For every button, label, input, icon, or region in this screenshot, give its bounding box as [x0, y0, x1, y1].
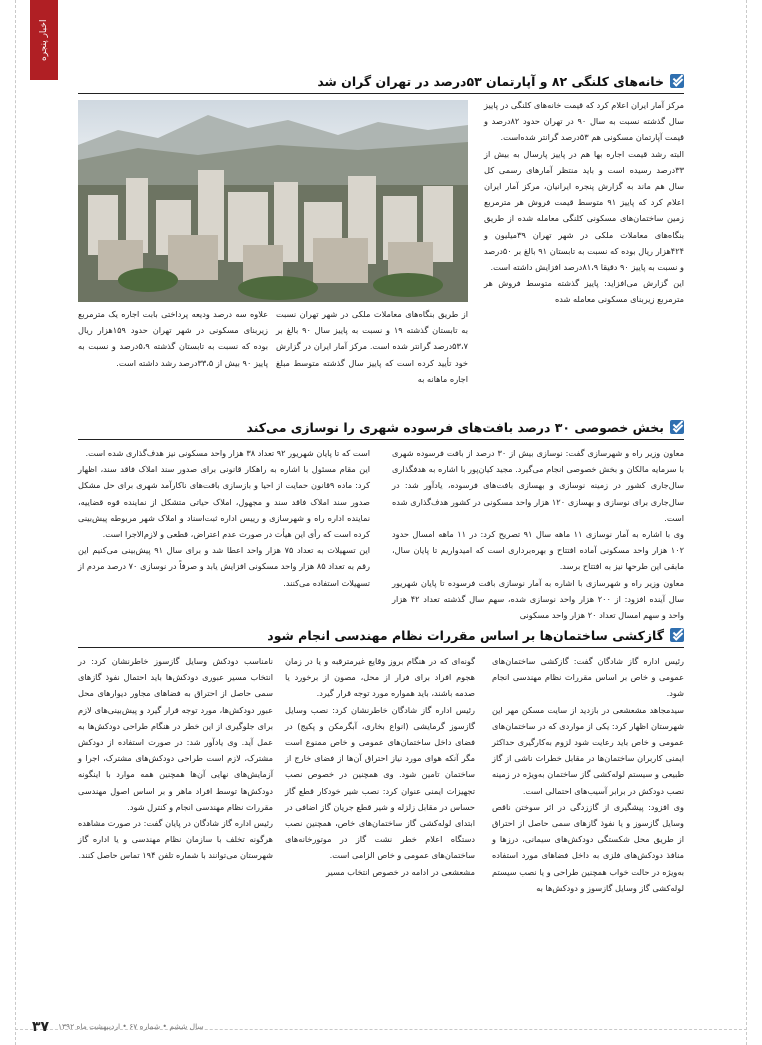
double-chevron-down-icon — [670, 74, 684, 88]
paragraph: گونه‌ای که در هنگام بروز وقایع غیرمترقبه و یا در زمان هجوم افراد برای فرار از محل، مصون از برخورد یا صدمه باشند، باید همواره مورد توجه قرار گیرد. — [285, 656, 475, 699]
paragraph: علاوه سه درصد ودیعه پرداختی بابت اجاره یک مترمربع زیربنای مسکونی در شهر تهران حدود ۱۵۹هزار ریال بوده که نسبت به تابستان گذشته ۵،۹درصد و نسبت به پاییز ۹۰ بیش از ۳۳،۵درصد رشد داشته است. — [78, 309, 269, 368]
paragraph: البته رشد قیمت اجاره بها هم در پاییز پارسال به بیش از ۳۳درصد رسیده است و باید منتظر آمارهای رسمی کل سال هم ماند به گزارش پنجره ایرانیان، مرکز آمار ایران اعلام کرد که پاییز ۹۱ متوسط قیمت فروش هر مترمربع زمین ساختمان‌های مسکونی کلنگی معامله شده از طریق بنگاه‌های معاملات ملکی در شهر تهران ۳۹میلیون و ۴۲۴هزار ریال بوده که نسبت به تابستان ۹۱ بالغ بر ۵۰درصد و نسبت به پاییز ۹۰ دقیقا ۸۱،۹درصد افزایش داشته است. — [484, 148, 684, 273]
paragraph: رئیس اداره گاز شادگان گفت: گازکشی ساختمان‌های عمومی و خاص بر اساس مقررات نظام مهندسی انجام شود. — [492, 656, 684, 699]
article-1-column-left — [78, 306, 268, 371]
article-1-column-middle — [276, 306, 468, 387]
paragraph: مرکز آمار ایران اعلام کرد که قیمت خانه‌های کلنگی در پاییز سال گذشته نسبت به سال ۹۰ در تهران حدود ۸۲درصد و قیمت آپارتمان مسکونی هم ۵۳درصد گرانتر شده‌است. — [484, 100, 684, 143]
double-chevron-down-icon — [670, 420, 684, 434]
page-border-right — [746, 0, 747, 1045]
article-2-rule — [78, 439, 684, 440]
paragraph: وی افزود: پیشگیری از گاززدگی در اثر سوختن ناقص وسایل گازسوز و یا نفوذ گازهای سمی حاصل از احتراق از طریق محل شکستگی دودکش‌های سیمانی، درزها و منافذ دودکش‌های فلزی به داخل فضاهای مورد استفاده به‌ویژه در حالت خواب همچنین طراحی و یا نصب سیستم لوله‌کشی گاز وسایل گازسوز و دودکش‌ها به — [492, 801, 684, 893]
article-3-heading — [267, 624, 684, 646]
page-number: ۳۷ — [32, 1019, 50, 1035]
article-2-column-left — [78, 445, 370, 591]
article-2-column-right — [392, 445, 684, 623]
paragraph: این تسهیلات به تعداد ۷۵ هزار واحد اعطا شد و برای سال ۹۱ پیش‌بینی می‌کنیم این رقم به تعداد ۸۵ هزار واحد مسکونی افزایش یابد و صرفاً در نوسازی ۷۰ درصد مردم از تسهیلات استفاده می‌کنند. — [78, 545, 370, 588]
paragraph: این مقام مسئول با اشاره به راهکار قانونی برای صدور سند املاک فاقد سند، اظهار کرد: ماده ۹قانون حمایت از احیا و بازسازی بافت‌های ناکارآمد شهری برای حل مشکل صدور سند املاک فاقد سند و مجهول، املاک حیاتی متشکل از نماینده قوه قضاییه، نماینده اداره راه و شهرسازی و رییس اداره ثبت‌اسناد و املاک شهر مربوطه پیش‌بینی کرده است که رأی این هیأت در صورت عدم اعتراض، قطعی و لازم‌الاجرا است. — [78, 464, 370, 540]
paragraph: وی با اشاره به آمار نوسازی ۱۱ ماهه سال ۹۱ تصریح کرد: در ۱۱ ماهه امسال حدود ۱۰۲ هزار واحد مسکونی آماده افتتاح و بهره‌برداری است که امیدواریم تا پایان سال، مابقی این طرحها نیز به افتتاح برسد. — [392, 529, 684, 572]
paragraph: نامناسب دودکش وسایل گازسوز خاطرنشان کرد: در انتخاب مسیر عبوری دودکش‌ها باید احتمال نفوذ گازهای سمی حاصل از احتراق به فضاهای مجاور دیوارهای محل عبور دودکش‌ها، مورد توجه قرار گیرد و پیش‌بینی‌های لازم برای جلوگیری از این خطر در هنگام طراحی دودکش‌ها به عمل آید. وی یادآور شد: در صورت استفاده از دودکش مشترک، لازم است طراحی دودکش‌های مشترک، اجرا و آزمایش‌های نهایی آن‌ها همچنین همه موارد با اینگونه دودکش‌ها توسط افراد ماهر و بر اساس اصول مهندسی مقررات نظام مهندسی انجام و کنترل شود. — [78, 656, 273, 812]
issue-info: سال ششم • شماره ۶۷ • اردیبهشت ماه ۱۳۹۲ — [58, 1022, 204, 1031]
article-1-title: خانه‌های کلنگی ۸۲ و آپارتمان ۵۳درصد در تهران گران شد — [317, 73, 664, 89]
article-3-column-middle — [285, 653, 475, 880]
paragraph: از طریق بنگاه‌های معاملات ملکی در شهر تهران نسبت به تابستان گذشته ۱۹ و نسبت به پاییز سال ۹۰ بالغ بر ۵۳،۷درصد گرانتر شده است. مرکز آمار ایران در گزارش خود تأیید کرده است که پاییز سال گذشته متوسط مبلغ اجاره ماهانه به — [276, 309, 468, 384]
article-3-title: گازکشی ساختمان‌ها بر اساس مقررات نظام مهندسی انجام شود — [267, 627, 664, 643]
article-2-title: بخش خصوصی ۳۰ درصد بافت‌های فرسوده شهری را نوسازی می‌کند — [246, 419, 664, 435]
double-chevron-down-icon — [670, 628, 684, 642]
paragraph: مشعشعی در ادامه در خصوص انتخاب مسیر — [326, 866, 475, 877]
article-3-column-right — [492, 653, 684, 896]
paragraph: رئیس اداره گاز شادگان خاطرنشان کرد: نصب وسایل گازسوز گرمایشی (انواع بخاری، آبگرمکن و پکیج) در فضای داخل ساختمان‌های عمومی و خاص ممنوع است مگر آنکه هوای مورد نیاز احتراق آن‌ها از فضای خارج از ساختمان تامین شود. وی همچنین در خصوص نصب تجهیزات ایمنی عنوان کرد: نصب شیر خودکار قطع گاز حساس در مقابل زلزله و شیر قطع جریان گاز اضافی در ابتدای لوله‌کشی گاز ساختمان‌های خاص، همچنین نصب دستگاه اعلام خطر نشت گاز در موتورخانه‌های ساختمان‌های عمومی و خاص الزامی است. — [285, 704, 475, 861]
article-3-rule — [78, 647, 684, 648]
article-1-column-right — [484, 97, 684, 308]
paragraph: معاون وزیر راه و شهرسازی با اشاره به آمار نوسازی بافت فرسوده تا پایان شهریور سال آینده افزود: از ۲۰۰ هزار واحد نوسازی شده، سهم سال گذشته تعداد ۴۲ هزار واحد و سهم امسال تعداد ۲۰ هزار واحد مسکونی — [392, 577, 685, 621]
page-border-left — [15, 0, 16, 1045]
paragraph: است که تا پایان شهریور ۹۲ تعداد ۳۸ هزار واحد مسکونی نیز هدف‌گذاری شده است. — [85, 448, 370, 458]
article-2-heading — [246, 416, 684, 438]
paragraph: معاون وزیر راه و شهرسازی گفت: نوسازی بیش از ۳۰ درصد از بافت فرسوده شهری با سرمایه مالکان و بخش خصوصی انجام می‌گیرد. مجید کیان‌پور با اشاره به هدفگذاری سال‌جاری کشور در زمینه نوسازی و بهسازی بافت‌های فرسوده، یادآور شد: در سال‌جاری برای نوسازی و بهسازی ۱۲۰ هزار واحد مسکونی در کشور هدف‌گذاری شده است. — [392, 448, 685, 523]
section-tab-label: اخبار پنجره — [39, 19, 49, 61]
paragraph: سیدمجاهد مشعشعی در بازدید از سایت مسکن مهر این شهرستان اظهار کرد: یکی از مواردی که در ساختمان‌های عمومی و خاص باید رعایت شود لزوم به‌کارگیری حداکثر ایمنی کاربران ساختمان‌ها در مقابل خطرات ناشی از گاز طبیعی و سیستم لوله‌کشی گاز ساختمان به‌ویژه در زمینه نصب دودکش در برابر آسیب‌های احتمالی است. — [492, 704, 684, 796]
paragraph: رئیس اداره گاز شادگان در پایان گفت: در صورت مشاهده هرگونه تخلف با سازمان نظام مهندسی و یا اداره گاز شهرستان می‌توانند با شماره تلفن ۱۹۴ تماس حاصل کنند. — [78, 818, 273, 861]
article-3-column-left — [78, 653, 273, 864]
article-1-heading — [317, 70, 684, 92]
paragraph: این گزارش می‌افزاید: پاییز گذشته متوسط فروش هر مترمربع زیربنای مسکونی معامله شده — [484, 278, 684, 305]
tehran-city-photo — [78, 100, 468, 302]
city-skyline-image — [78, 100, 468, 302]
article-1-rule — [78, 93, 684, 94]
